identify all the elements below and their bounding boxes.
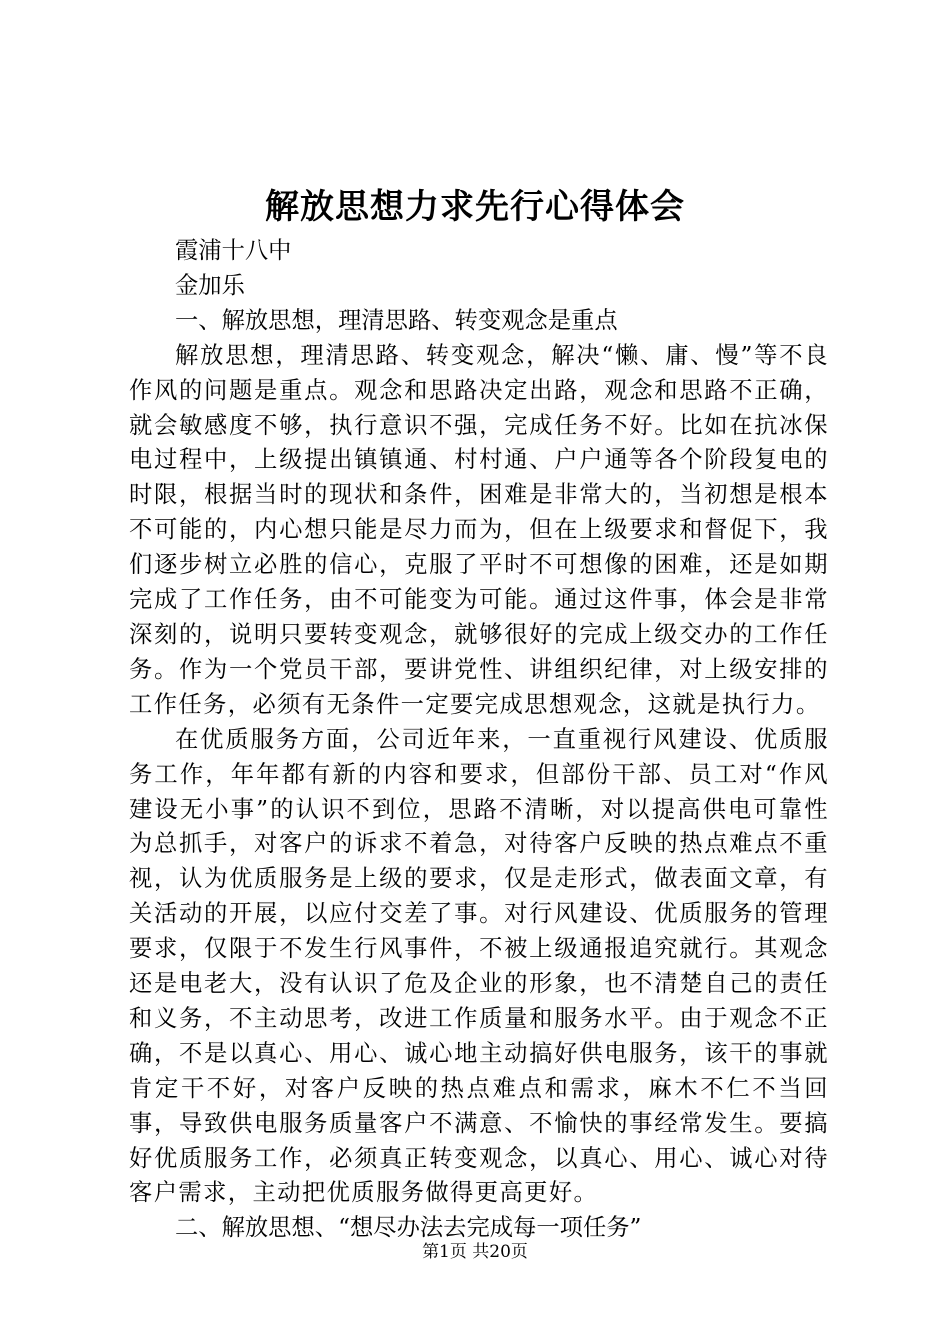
body-paragraph-1: 解放思想，理清思路、转变观念，解决“懒、庸、慢”等不良作风的问题是重点。观念和思路决定出路，观念和思路不正确，就会敏感度不够，执行意识不强，完成任务不好。比如在抗冰保电过程中，上级提出镇镇通、村村通、户户通等各个阶段复电的时限，根据当时的现状和条件，困难是非常大的，当初想是根本不可能的，内心想只能是尽力而为，但在上级要求和督促下，我们逐步树立必胜的信心，克服了平时不可想像的困难，还是如期完成了工作任务，由不可能变为可能。通过这件事，体会是非常深刻的，说明只要转变观念，就够很好的完成上级交办的工作任务。作为一个党员干部，要讲党性、讲组织纪律，对上级安排的工作任务，必须有无条件一定要完成思想观念，这就是执行力。 [129,341,829,718]
author-name: 金加乐 [175,271,245,299]
school-name: 霞浦十八中 [175,237,292,264]
body-paragraph-2: 在优质服务方面，公司近年来，一直重视行风建设、优质服务工作，年年都有新的内容和要求，但部份干部、员工对“作风建设无小事”的认识不到位，思路不清晰，对以提高供电可靠性为总抓手，对客户的诉求不着急，对待客户反映的热点难点不重视，认为优质服务是上级的要求，仅是走形式，做表面文章，有关活动的开展，以应付交差了事。对行风建设、优质服务的管理要求，仅限于不发生行风事件，不被上级通报追究就行。其观念还是电老大，没有认识了危及企业的形象，也不清楚自己的责任和义务，不主动思考，改进工作质量和服务水平。由于观念不正确，不是以真心、用心、诚心地主动搞好供电服务，该干的事就肯定干不好，对客户反映的热点难点和需求，麻木不仁不当回事，导致供电服务质量客户不满意、不愉快的事经常发生。要搞好优质服务工作，必须真正转变观念，以真心、用心、诚心对待客户需求，主动把优质服务做得更高更好。 [129,725,829,1207]
section-heading-1: 一、解放思想，理清思路、转变观念是重点 [175,306,618,334]
page-footer: 第1页 共20页 [422,1242,528,1262]
section-heading-2: 二、解放思想、“想尽办法去完成每一项任务” [175,1214,642,1242]
document-title: 解放思想力求先行心得体会 [265,187,685,227]
document-body [129,234,829,1246]
